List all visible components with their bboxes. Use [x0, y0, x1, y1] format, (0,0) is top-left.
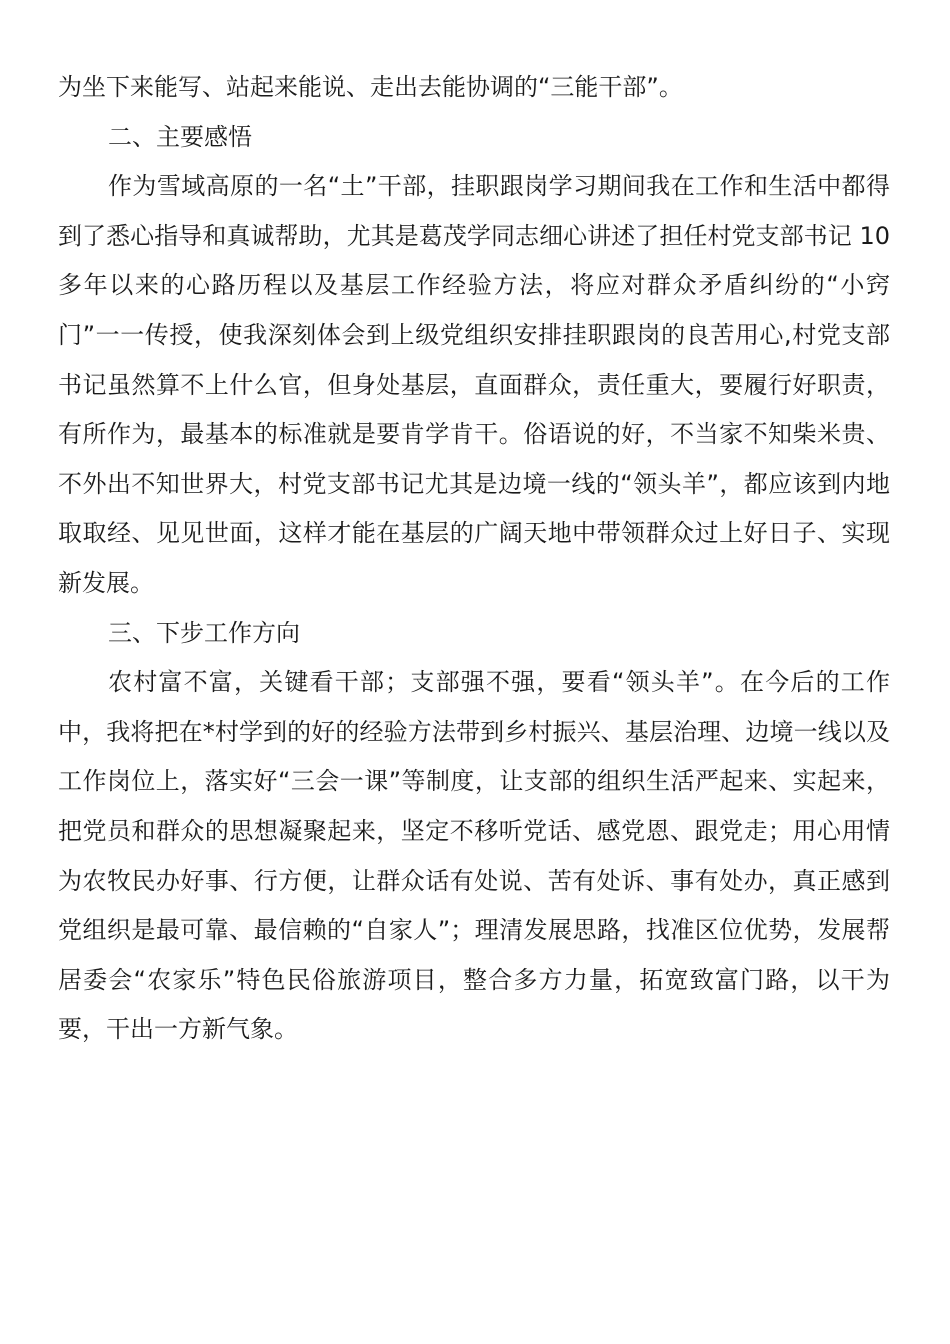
- paragraph-insights: 作为雪域高原的一名“土”干部，挂职跟岗学习期间我在工作和生活中都得到了悉心指导和真诚帮助，尤其是葛茂学同志细心讲述了担任村党支部书记 10 多年以来的心路历程以及基层工作经验方法，将应对群众矛盾纠纷的“小窍门”一一传授，使我深刻体会到上级党组织安排挂职跟岗的良苦用心,村党支部书记虽然算不上什么官，但身处基层，直面群众，责任重大，要履行好职责，有所作为，最基本的标准就是要肯学肯干。俗语说的好，不当家不知柴米贵、不外出不知世界大，村党支部书记尤其是边境一线的“领头羊”，都应该到内地取取经、见见世面，这样才能在基层的广阔天地中带领群众过上好日子、实现新发展。: [58, 172, 890, 597]
- document-page: [58, 63, 890, 1055]
- paragraph-continuation: 为坐下来能写、站起来能说、走出去能协调的“三能干部”。: [58, 73, 683, 101]
- paragraph-next-steps: 农村富不富，关键看干部；支部强不强，要看“领头羊”。在今后的工作中，我将把在*村学到的好的经验方法带到乡村振兴、基层治理、边境一线以及工作岗位上，落实好“三会一课”等制度，让支部的组织生活严起来、实起来，把党员和群众的思想凝聚起来，坚定不移听党话、感党恩、跟党走；用心用情为农牧民办好事、行方便，让群众话有处说、苦有处诉、事有处办，真正感到党组织是最可靠、最信赖的“自家人”；理清发展思路，找准区位优势，发展帮居委会“农家乐”特色民俗旅游项目，整合多方力量，拓宽致富门路，以干为要，干出一方新气象。: [58, 668, 890, 1044]
- section-heading-main-insights: 二、主要感悟: [108, 122, 252, 151]
- section-heading-next-steps: 三、下步工作方向: [108, 618, 300, 647]
